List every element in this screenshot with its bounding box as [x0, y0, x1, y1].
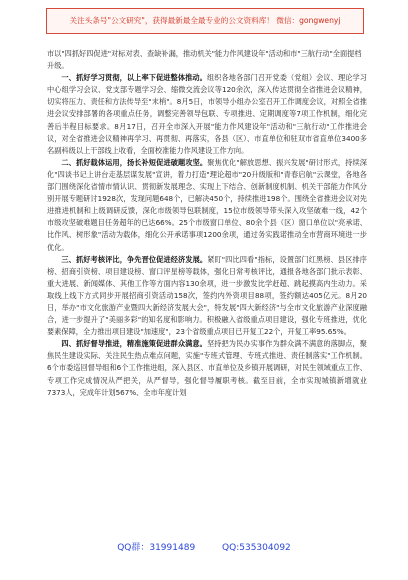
qq-group-label: QQ群：31991489 — [117, 543, 196, 553]
section-paragraph-3 — [47, 254, 367, 339]
section-heading-3: 三、抓好考核评比，争先晋位促进经济发展。 — [61, 254, 208, 264]
promo-banner: 关注头条号"公文研究"，获得最新最全最专业的公文资料库！ 微信：gongwenyj — [46, 8, 364, 34]
section-text-1: 组织各地各部门召开党委（党组）会议、理论学习中心组学习会议、党支部专题学习会、缩微交流会议等120余次，深入传达贯彻全省推进会议精神，切实将压力、责任和方法传导至"末梢"。8月5日，市领导小组办公室召开工作调度会议，对照全省推进会议安排部署的各项重点任务，调整完善领导包联、专项推进、定期调度等7项工作机制，细化完善后半程目标要求。8月17日，召开全市深入开展"能力作风建设年"活动和"三航行动"工作推进会议，对全省推进会议精神再学习、再贯彻、再落实，各县（区）、市直单位和驻双市省直单位3400多名副科级以上干部线上收看，全面校准能力作风建设工作方向。 — [47, 73, 367, 155]
section-paragraph-2 — [47, 157, 367, 254]
contact-footer — [0, 540, 408, 553]
document-body — [47, 48, 367, 399]
section-heading-1: 一、抓好学习贯彻，以上率下促进整体推动。 — [61, 73, 207, 83]
qq-number-label: QQ:535304092 — [222, 543, 291, 553]
section-text-3: 紧盯"四比四看"指标，设置部门红黑榜、县区排序榜、招商引资榜、项目建设榜、窗口评星榜等载体，强化日常考核评比，通报各地各部门批示表彰、重大进展、新闻媒体、其他工作等方面内容130余项，进一步激发比学赶超、跳起摸高内生动力。采取线上线下方式同步开展招商引资活动158次，签约内外资项目88项，签约额达405亿元。8月20日，举办"市文化旅游产业暨四大新经济发展大会"，特发展"四大新经济"与全市文化旅游产业深度融合，进一步提升了"美丽多彩"的知名度和影响力。积极融入省级重点项目建设，强化专班推进，优化要素保障，全力推出项目建设"加速度"，23个省级重点项目已开复工22个，开复工率95.65%。 — [47, 254, 367, 337]
section-text-2: 聚焦优化"解放思想、振兴发展"研讨形式，持续深化"四谈书记上讲台走基层谋发展"宣讲，着力打造"理论超市"20升级版和"青春启航"云课堂，各地各部门围绕深化省情市情认识、贯彻新发展理念、实现上下结合、创新制度机制、机关干部能力作风分别开展专题研讨1928次，发现问题648个，已解决450个，持续推进198个。围绕全省推进会议对先进推进机制和上级调研反馈，深化市级领导包联制度，15位市级领导带头深入攻坚破难一线，42个市级攻坚破难题目任务超年的已达66%。25个市级窗口单位、80余个县（区）窗口单位以"亮承诺、比作风、树形象"活动为载体，细化公开承诺事项1200余项，通过务实践诺推动全市营商环境进一步优化。 — [47, 157, 367, 252]
section-text-4: 坚持把为民办实事作为群众满不满意的落脚点，聚焦民生建设实际、关注民生热点难点问题，实施"专班式管理、专班式推进、责任制落实"工作机制。6个市委巡回督导组和6个工作推进组，深入县区、市直单位及乡镇开展调研，对民生领域重点工作、专项工作完成情况从严把关，从严督导，强化督导履职考核。截至目前，全市实现城镇新增就业7373人，完成年计划567%、全市年度计划 — [47, 339, 367, 397]
section-heading-4: 四、抓好督导推进，精准施策促进群众满意。 — [61, 339, 207, 349]
section-paragraph-1 — [47, 72, 367, 157]
intro-text: 市以"四抓好四促进"对标对表、查缺补漏，推动机关"能力作风建设年"活动和市"三航行动"全面提档升级。 — [47, 49, 362, 71]
section-heading-2: 二、抓好载体运用，扬长补短促进破题攻坚。 — [61, 157, 208, 167]
section-paragraph-4 — [47, 338, 367, 398]
